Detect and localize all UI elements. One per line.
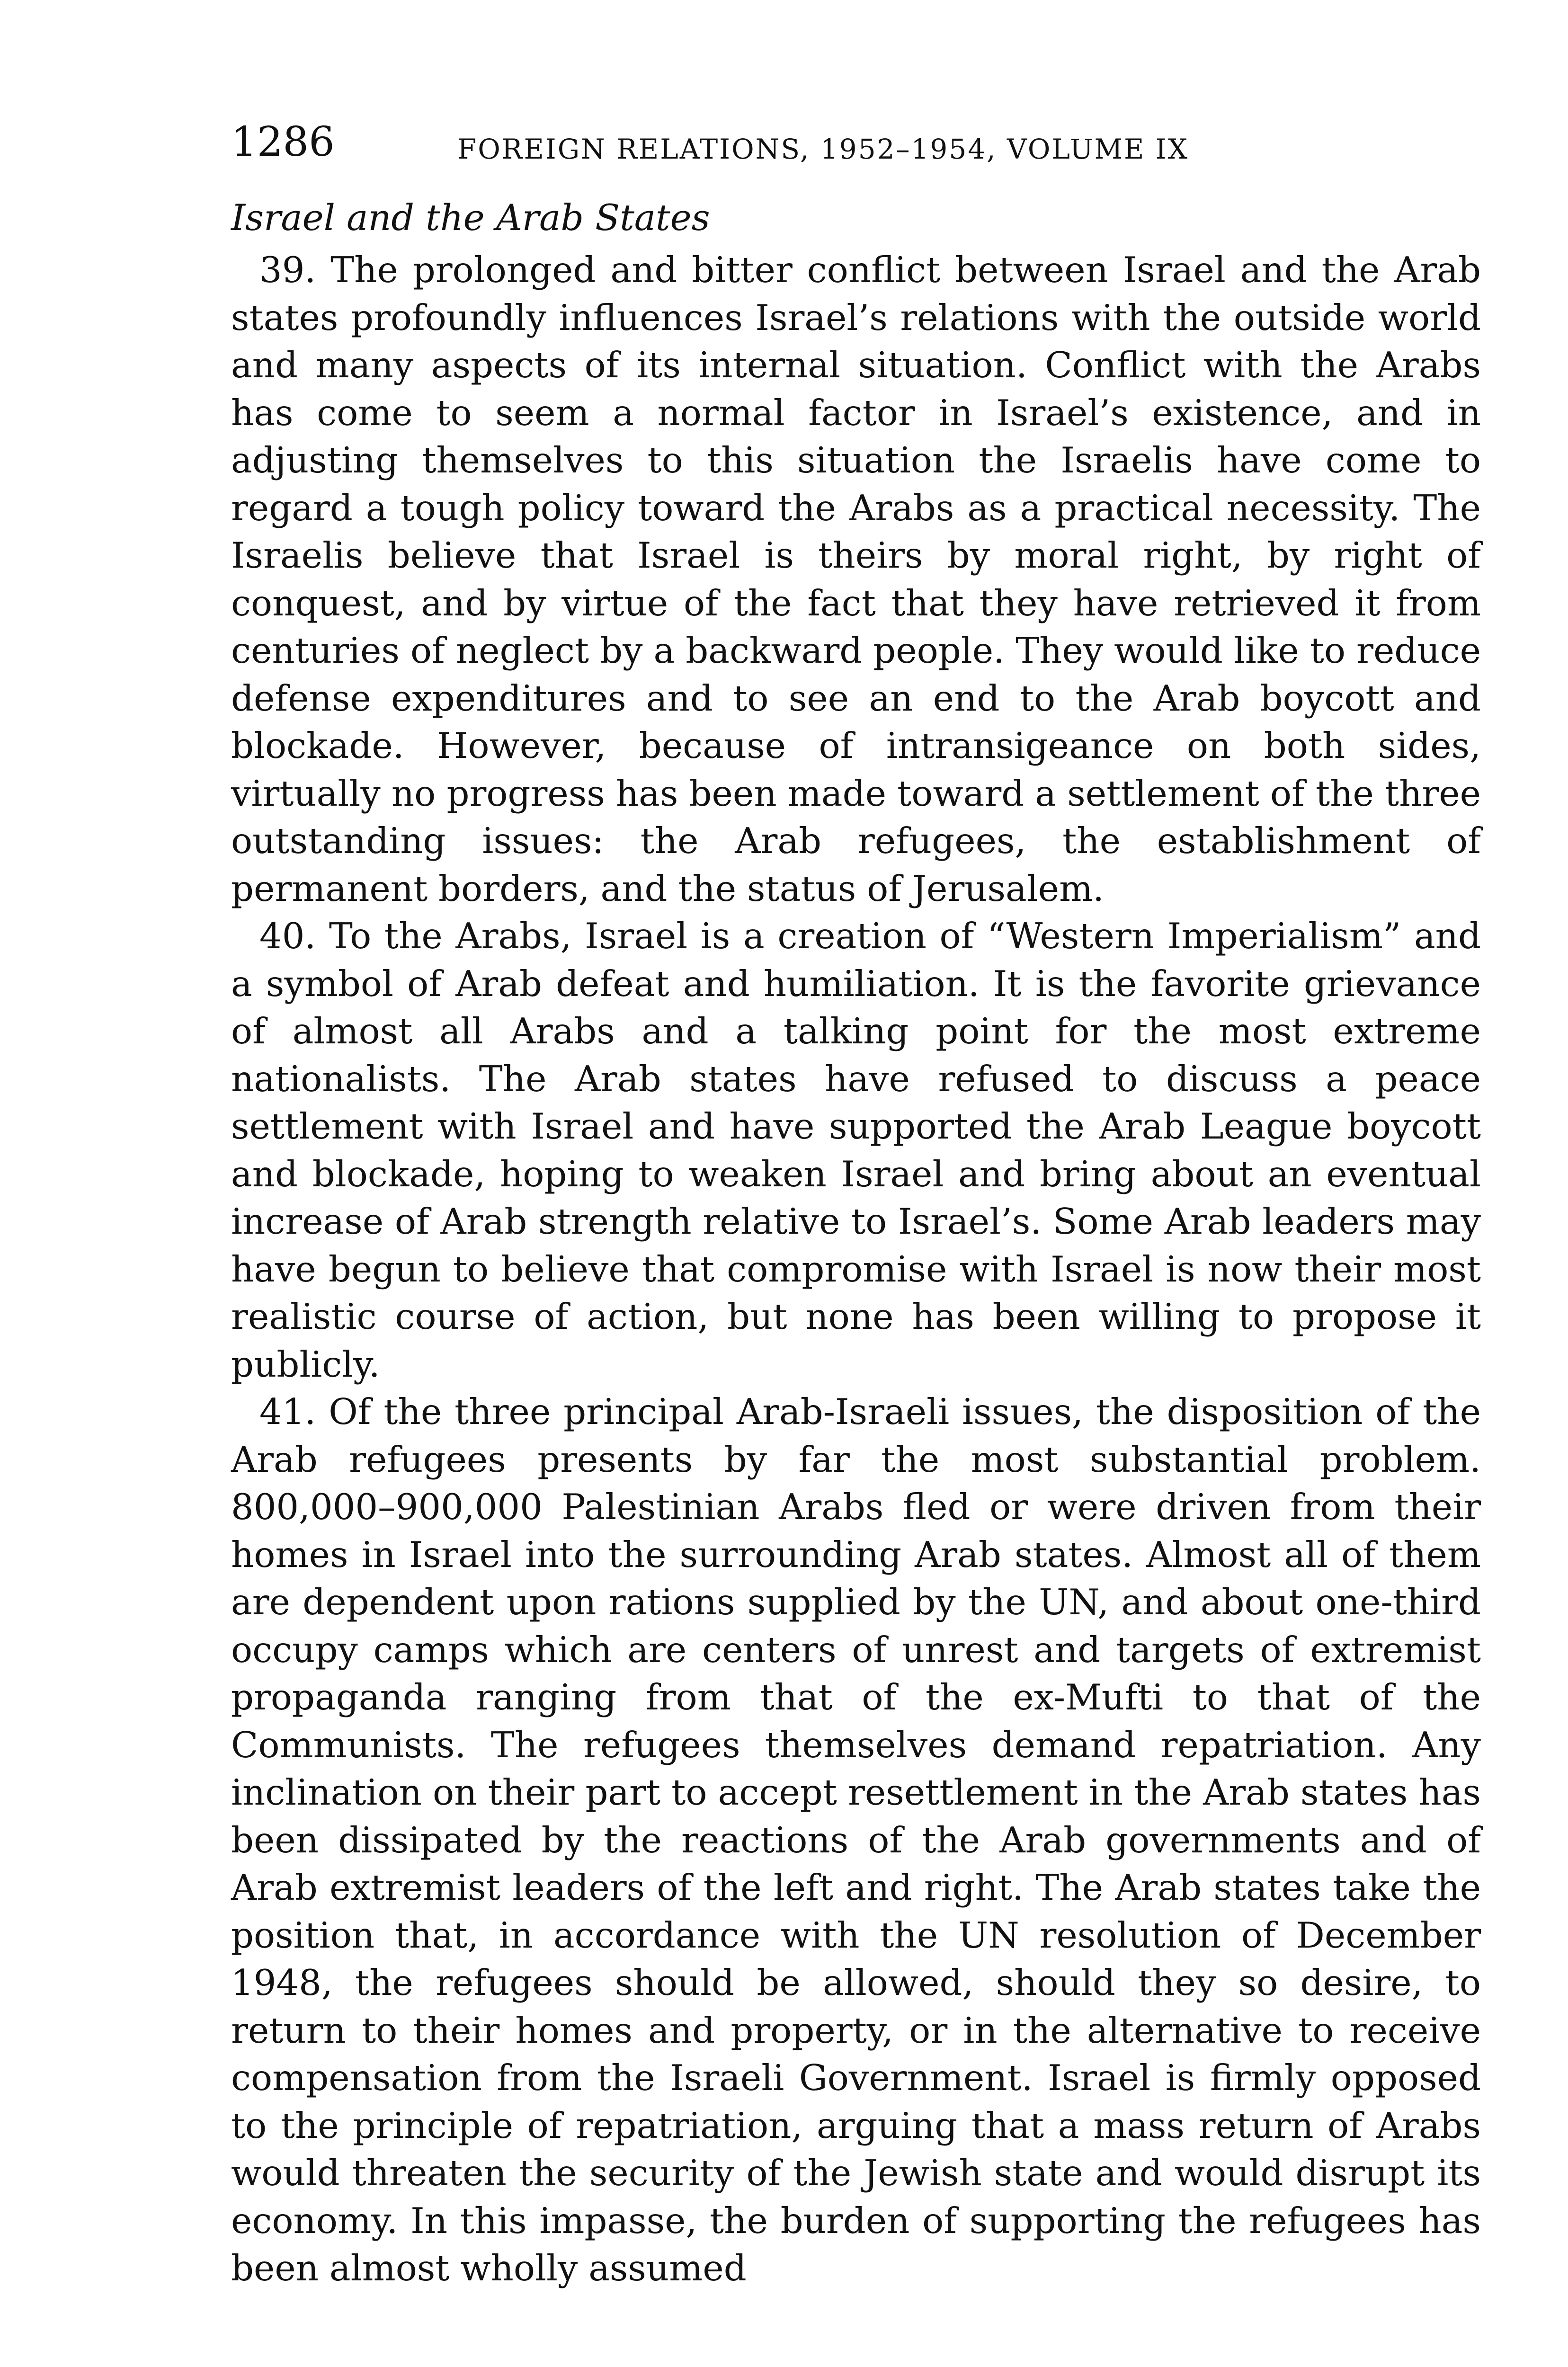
section-heading: Israel and the Arab States <box>231 196 710 239</box>
page-header <box>231 118 1481 194</box>
page-number: 1286 <box>231 118 335 166</box>
paragraph-40: 40. To the Arabs, Israel is a creation of “Western Imperialism” and a symbol of Arab defeat and humiliation. It is the favorite grievance of almost all Arabs and a talking point for the most extreme nationalists. The Arab states have refused to discuss a peace settlement with Israel and have supported the Arab League boycott and blockade, hoping to weaken Israel and bring about an eventual increase of Arab strength relative to Israel’s. Some Arab leaders may have begun to believe that compromise with Israel is now their most realistic course of action, but none has been willing to propose it publicly. <box>231 915 1481 1385</box>
document-page <box>231 118 1481 2292</box>
paragraph-39: 39. The prolonged and bitter conflict between Israel and the Arab states profoundly influences Israel’s relations with the outside world and many aspects of its internal situation. Conflict with the Arabs has come to seem a normal factor in Israel’s existence, and in adjusting themselves to this situation the Israelis have come to regard a tough policy toward the Arabs as a practical necessity. The Israelis believe that Israel is theirs by moral right, by right of conquest, and by virtue of the fact that they have retrieved it from centuries of neglect by a backward people. They would like to reduce defense expenditures and to see an end to the Arab boycott and blockade. However, because of intransigeance on both sides, virtually no progress has been made toward a settlement of the three outstanding issues: the Arab refugees, the establishment of permanent borders, and the status of Jerusalem. <box>231 249 1481 909</box>
paragraph-41: 41. Of the three principal Arab-Israeli issues, the disposition of the Arab refugees presents by far the most substantial problem. 800,000–900,000 Palestinian Arabs fled or were driven from their homes in Israel into the surrounding Arab states. Almost all of them are dependent upon rations supplied by the UN, and about one-third occupy camps which are centers of unrest and targets of extremist propaganda ranging from that of the ex-Mufti to that of the Communists. The refugees themselves demand repatriation. Any inclination on their part to accept resettlement in the Arab states has been dissipated by the reactions of the Arab governments and of Arab extremist leaders of the left and right. The Arab states take the position that, in accordance with the UN resolution of December 1948, the refugees should be allowed, should they so desire, to return to their homes and property, or in the alternative to receive compensation from the Israeli Government. Israel is firmly opposed to the principle of repatriation, arguing that a mass return of Arabs would threaten the security of the Jewish state and would disrupt its economy. In this impasse, the burden of supporting the refugees has been almost wholly assumed <box>231 1391 1481 2289</box>
running-head: FOREIGN RELATIONS, 1952–1954, VOLUME IX <box>457 133 1189 165</box>
